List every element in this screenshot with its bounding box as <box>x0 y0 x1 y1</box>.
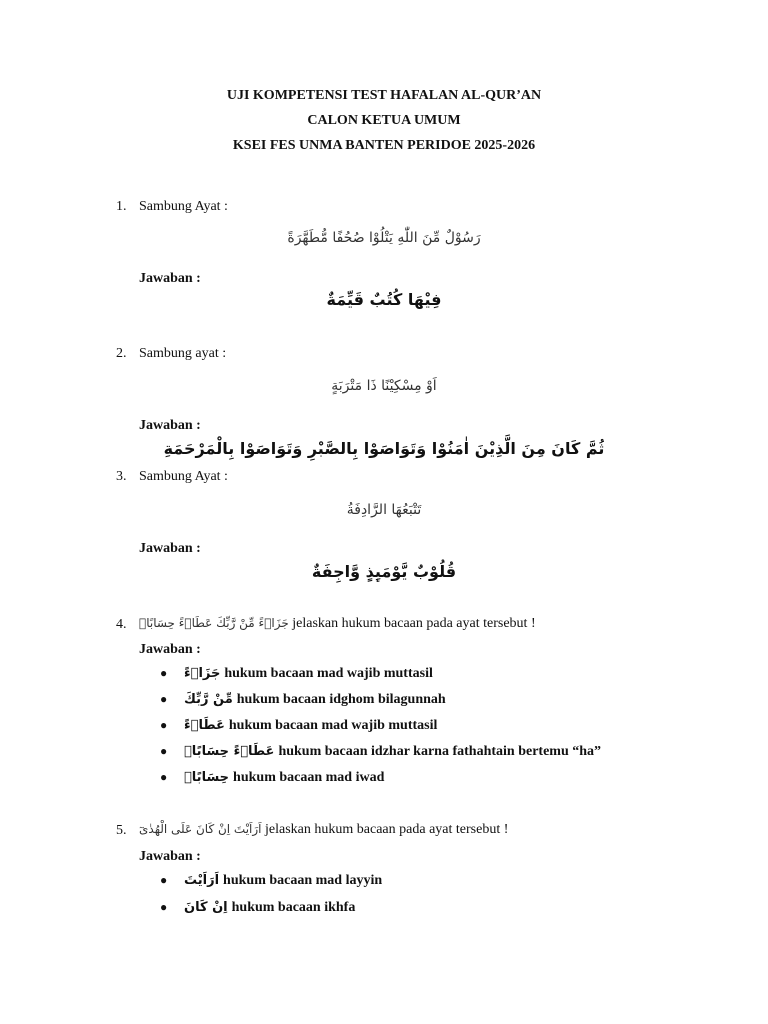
list-item: ● مِّنْ رَّبِّكَ hukum bacaan idghom bilagunnah <box>160 692 446 707</box>
bullet-text: hukum bacaan idghom bilagunnah <box>236 692 446 707</box>
bullet-arabic: حِسَابًاۙ <box>184 770 230 785</box>
bullet-text: hukum bacaan mad wajib muttasil <box>224 666 433 681</box>
question-4-number: 4. <box>116 617 127 632</box>
list-item: ● عَطَاۤءً hukum bacaan mad wajib muttasil <box>160 718 438 733</box>
bullet-arabic: مِّنْ رَّبِّكَ <box>184 692 233 707</box>
question-1-answer-label: Jawaban : <box>139 271 201 286</box>
list-item: ● حِسَابًاۙ hukum bacaan mad iwad <box>160 770 385 785</box>
doc-title-line-3: KSEI FES UNMA BANTEN PERIDOE 2025-2026 <box>232 138 536 153</box>
question-5-answer-label: Jawaban : <box>139 849 201 864</box>
question-1-answer: فِيْهَا كُتُبٌ قَيِّمَةٌ <box>326 290 442 309</box>
question-1-ayat: رَسُوْلٌ مِّنَ اللّٰهِ يَتْلُوْا صُحُفًا مُّطَهَّرَةً <box>287 230 481 246</box>
bullet-arabic: اِنْ كَانَ <box>184 900 228 915</box>
question-4-answer-label: Jawaban : <box>139 642 201 657</box>
question-2-label: Sambung ayat : <box>139 346 227 361</box>
bullet-arabic: عَطَاۤءً حِسَابًاۙ <box>184 744 275 759</box>
question-3-ayat: تَتْبَعُهَا الرَّادِفَةُ <box>346 502 422 518</box>
list-item: ● جَزَاۤءً hukum bacaan mad wajib muttasil <box>160 666 433 681</box>
question-4-ayat: جَزَاۤءً مِّنْ رَّبِّكَ عَطَاۤءً حِسَابًاۙ <box>139 616 289 630</box>
question-2-answer-label: Jawaban : <box>139 418 201 433</box>
question-4-text: jelaskan hukum bacaan pada ayat tersebut ! <box>292 616 536 631</box>
list-item: ● عَطَاۤءً حِسَابًاۙ hukum bacaan idzhar karna fathahtain bertemu “ha” <box>160 744 602 759</box>
question-5-ayat: اَرَاَيْتَ اِنْ كَانَ عَلَى الْهُدٰىٓ <box>139 822 262 836</box>
question-3-label: Sambung Ayat : <box>139 469 228 484</box>
question-3-number: 3. <box>116 469 127 484</box>
question-1-label: Sambung Ayat : <box>139 199 228 214</box>
bullet-text: hukum bacaan mad iwad <box>233 770 385 785</box>
question-5-number: 5. <box>116 823 127 838</box>
doc-title-line-2: CALON KETUA UMUM <box>307 113 461 128</box>
question-1-number: 1. <box>116 199 127 214</box>
question-5-prompt <box>139 822 508 838</box>
question-3-answer-label: Jawaban : <box>139 541 201 556</box>
bullet-arabic: عَطَاۤءً <box>184 718 225 733</box>
bullet-arabic: جَزَاۤءً <box>184 666 221 681</box>
doc-title-line-1: UJI KOMPETENSI TEST HAFALAN AL-QUR’AN <box>226 88 542 103</box>
bullet-text: hukum bacaan mad wajib muttasil <box>228 718 438 733</box>
bullet-text: hukum bacaan ikhfa <box>231 900 356 915</box>
bullet-text: hukum bacaan mad layyin <box>223 873 383 888</box>
list-item: ● اِنْ كَانَ hukum bacaan ikhfa <box>160 900 356 915</box>
list-item: ● اَرَاَيْتَ hukum bacaan mad layyin <box>160 873 383 888</box>
question-2-number: 2. <box>116 346 127 361</box>
question-2-ayat: اَوْ مِسْكِيْنًا ذَا مَتْرَبَةٍ <box>331 378 437 394</box>
bullet-text: hukum bacaan idzhar karna fathahtain bertemu “ha” <box>278 744 602 759</box>
bullet-arabic: اَرَاَيْتَ <box>184 873 220 888</box>
question-2-answer: ثُمَّ كَانَ مِنَ الَّذِيْنَ اٰمَنُوْا وَتَوَاصَوْا بِالصَّبْرِ وَتَوَاصَوْا بِالْمَرْحَمَةِ <box>163 439 605 458</box>
question-5-text: jelaskan hukum bacaan pada ayat tersebut ! <box>265 822 509 837</box>
question-3-answer: قُلُوْبٌ يَّوْمَىِٕذٍ وَّاجِفَةٌ <box>311 562 457 581</box>
question-4-prompt <box>139 616 536 632</box>
